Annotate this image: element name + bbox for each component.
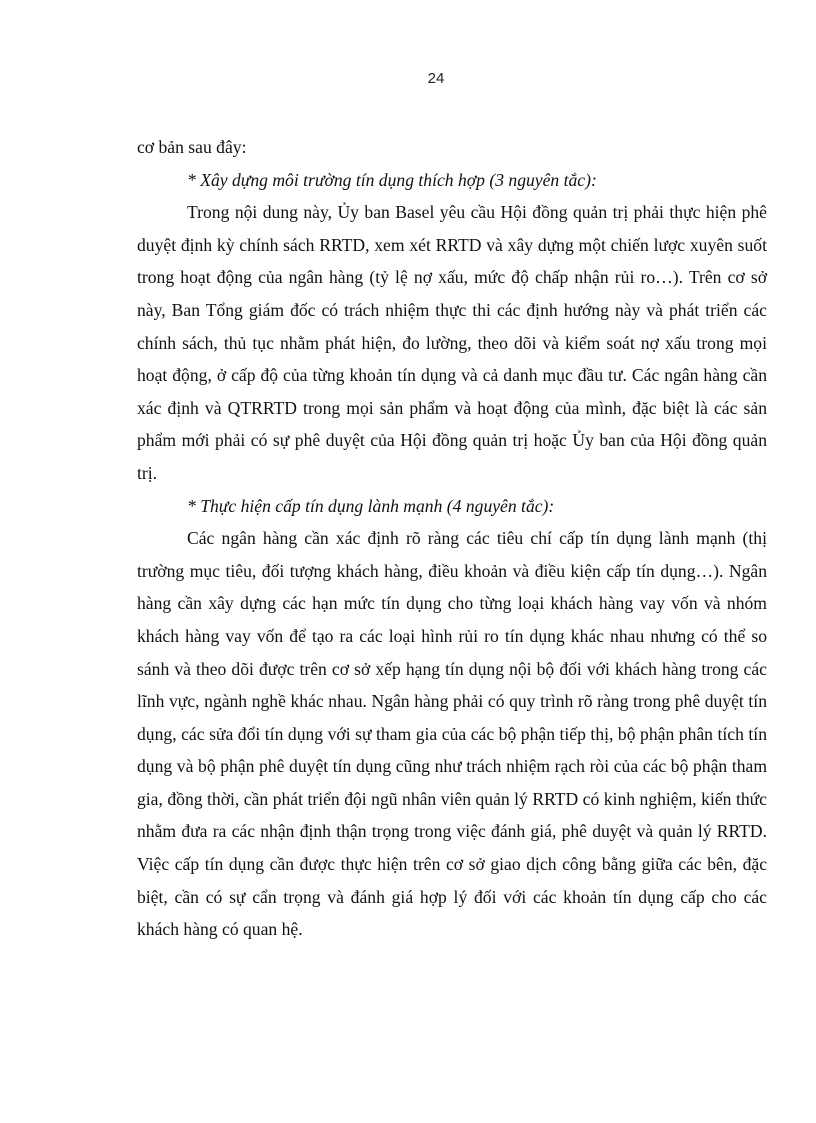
document-body xyxy=(137,131,767,946)
paragraph-credit-environment: Trong nội dung này, Ủy ban Basel yêu cầu Hội đồng quản trị phải thực hiện phê duyệt định kỳ chính sách RRTD, xem xét RRTD và xây dựng một chiến lược xuyên suốt trong hoạt động của ngân hàng (tỷ lệ nợ xấu, mức độ chấp nhận rủi ro…). Trên cơ sở này, Ban Tổng giám đốc có trách nhiệm thực thi các định hướng này và phát triển các chính sách, thủ tục nhằm phát hiện, đo lường, theo dõi và kiểm soát nợ xấu trong mọi hoạt động, ở cấp độ của từng khoản tín dụng và cả danh mục đầu tư. Các ngân hàng cần xác định và QTRRTD trong mọi sản phẩm và hoạt động của mình, đặc biệt là các sản phẩm mới phải có sự phê duyệt của Hội đồng quản trị hoặc Ủy ban của Hội đồng quản trị. xyxy=(137,202,767,483)
page-number: 24 xyxy=(427,70,445,87)
paragraph-sound-credit-granting: Các ngân hàng cần xác định rõ ràng các tiêu chí cấp tín dụng lành mạnh (thị trường mục tiêu, đối tượng khách hàng, điều khoản và điều kiện cấp tín dụng…). Ngân hàng cần xây dựng các hạn mức tín dụng cho từng loại khách hàng vay vốn và nhóm khách hàng vay vốn để tạo ra các loại hình rủi ro tín dụng khác nhau nhưng có thể so sánh và theo dõi được trên cơ sở xếp hạng tín dụng nội bộ đối với khách hàng trong các lĩnh vực, ngành nghề khác nhau. Ngân hàng phải có quy trình rõ ràng trong phê duyệt tín dụng, các sửa đổi tín dụng với sự tham gia của các bộ phận tiếp thị, bộ phận phân tích tín dụng và bộ phận phê duyệt tín dụng cũng như trách nhiệm rạch ròi của các bộ phận tham gia, đồng thời, cần phát triển đội ngũ nhân viên quản lý RRTD có kinh nghiệm, kiến thức nhằm đưa ra các nhận định thận trọng trong việc đánh giá, phê duyệt và quản lý RRTD. Việc cấp tín dụng cần được thực hiện trên cơ sở giao dịch công bằng giữa các bên, đặc biệt, cần có sự cẩn trọng và đánh giá hợp lý đối với các khoản tín dụng cấp cho các khách hàng có quan hệ. xyxy=(137,528,767,940)
section-heading-sound-credit-granting: * Thực hiện cấp tín dụng lành mạnh (4 nguyên tắc): xyxy=(187,495,555,516)
section-heading-credit-environment: * Xây dựng môi trường tín dụng thích hợp (3 nguyên tắc): xyxy=(187,169,597,190)
intro-line: cơ bản sau đây: xyxy=(137,137,247,157)
